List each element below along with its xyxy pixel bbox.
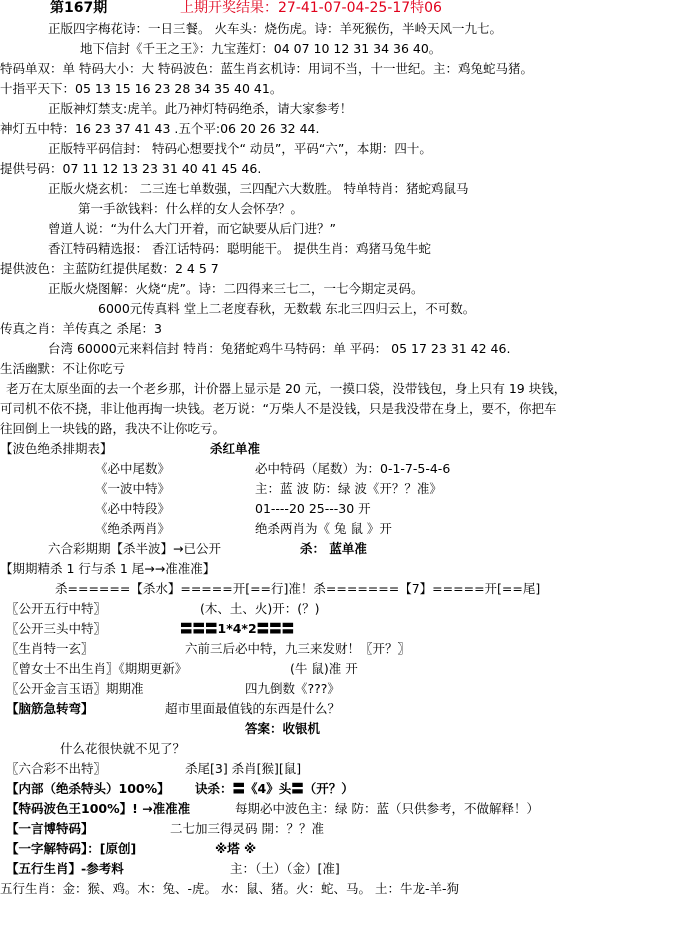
line-6: 神灯五中特：16 23 37 41 43 .五个平:06 20 26 32 44.: [0, 121, 320, 136]
line-19: 老万在太原坐面的去一个老乡那，计价器上显示是 20 元，一摸口袋，没带钱包，身上只有 19 块钱，: [6, 381, 567, 396]
item-label: 〖生肖特一玄〗: [6, 641, 94, 656]
footer-five-elements: 五行生肖：金：猴、鸡。木：兔、-虎。 水：鼠、猪。火：蛇、马。 土：牛龙-羊-狗: [0, 881, 459, 896]
line-16: 传真之肖：羊传真之 杀尾：3: [0, 321, 162, 336]
item-label: 〖公开三头中特〗: [6, 621, 107, 636]
item2-label: 【一言博特码】: [6, 821, 94, 836]
kill-red-single: 杀红单准: [210, 441, 261, 456]
item-label: 【脑筋急转弯】: [6, 701, 94, 716]
item-value: 〓〓〓1*4*2〓〓〓: [180, 621, 295, 636]
item2-label: 【特码波色王100%】! →准准准: [6, 801, 191, 816]
item-label: 〖公开五行中特〗: [6, 601, 107, 616]
kill-blue-single: 杀： 蓝单准: [300, 541, 367, 556]
item2-label: 【一字解特码】：[原创]: [6, 841, 137, 856]
item2-value: 诀杀：〓《4》头〓（开？）: [195, 781, 354, 796]
section-title: 【波色绝杀排期表】: [0, 441, 113, 456]
item2-label: 【内部（绝杀特头）100%】: [6, 781, 170, 796]
row-label: 《绝杀两肖》: [95, 521, 171, 536]
row-label: 《一波中特》: [95, 481, 171, 496]
row-value: 绝杀两肖为《 兔 鼠 》开: [255, 521, 392, 536]
line-14: 正版火烧图解：火烧“虎”。诗：二四得来三七二，一七今期定灵码。: [48, 281, 424, 296]
answer: 答案：收银机: [245, 721, 321, 736]
item-value: 六前三后必中特，九三来发财！〖开？〗: [185, 641, 411, 656]
line-17: 台湾 60000元来料信封 特肖：兔猪蛇鸡牛马特码：单 平码： 05 17 23 31 42 46.: [48, 341, 511, 356]
line-15: 6000元传真料 堂上二老度春秋，无数载 东北三四归云上，不可数。: [98, 301, 476, 316]
item2-label: 〖六合彩不出特〗: [6, 761, 107, 776]
kill-water-line: 杀======【杀水】=====开[==行]准！杀=======【7】=====开[==尾]: [55, 581, 541, 596]
line-8: 提供号码：07 11 12 13 23 31 40 41 45 46.: [0, 161, 262, 176]
line-18: 生活幽默：不让你吃亏: [0, 361, 126, 376]
riddle: 什么花很快就不见了？: [60, 741, 186, 756]
half-wave-line: 六合彩期期【杀半波】→已公开: [48, 541, 221, 556]
item-label: 〖曾女士不出生肖〗《期期更新》: [6, 661, 188, 676]
item2-value: 二七加三得灵码 開：？？准: [170, 821, 324, 836]
item-value: 四九倒数《???》: [245, 681, 340, 696]
line-12: 香江特码精选报： 香江话特码：聪明能干。 提供生肖：鸡猪马兔牛蛇: [48, 241, 431, 256]
item-value: (牛 鼠)准 开: [290, 661, 358, 676]
item-value: 超市里面最值钱的东西是什么？: [165, 701, 341, 716]
line-3: 特码单双：单 特码大小：大 特码波色：蓝生肖玄机诗：用词不当，十一世纪。主：鸡兔蛇马猪。: [0, 61, 533, 76]
line-2: 地下信封《千王之王》：九宝莲灯：04 07 10 12 31 34 36 40。: [80, 41, 442, 56]
item-value: (木、土、火)开：(？): [200, 601, 320, 616]
item2-value: 杀尾[3] 杀肖[猴][鼠]: [185, 761, 302, 776]
row-value: 01----20 25---30 开: [255, 501, 371, 516]
line-10: 第一手欲钱料：什么样的女人会怀孕？。: [78, 201, 304, 216]
last-result: 上期开奖结果：27-41-07-04-25-17特06: [180, 0, 442, 16]
item2-value: ※塔 ※: [215, 841, 257, 856]
item-label: 〖公开金言玉语〗期期准: [6, 681, 144, 696]
line-9: 正版火烧玄机： 二三连七单数强，三四配六大数胜。 特单特肖：猪蛇鸡鼠马: [48, 181, 469, 196]
item2-value: 每期必中波色主：绿 防：蓝（只供参考，不做解释！）: [235, 801, 539, 816]
row-label: 《必中特段》: [95, 501, 171, 516]
line-1: 正版四字梅花诗：一日三餐。 火车头：烧伤虎。诗：羊死猴伤，半岭天风一九七。: [48, 21, 502, 36]
kill-row-line: 【期期精杀 1 行与杀 1 尾→→准准准】: [0, 561, 216, 576]
issue-number: 第167期: [50, 0, 108, 16]
item2-label: 【五行生肖】-参考料: [6, 861, 124, 876]
row-value: 必中特码（尾数）为：0-1-7-5-4-6: [255, 461, 451, 476]
line-20: 可司机不依不挠，非让他再掏一块钱。老万说：“万柴人不是没钱，只是我没带在身上，要不，你把车: [0, 401, 557, 416]
line-4: 十指平天下：05 13 15 16 23 28 34 35 40 41。: [0, 81, 283, 96]
line-5: 正版神灯禁支:虎羊。此乃神灯特码绝杀，请大家参考！: [48, 101, 353, 116]
line-7: 正版特平码信封： 特码心想要找个“ 动员”，平码“六”，本期：四十。: [48, 141, 432, 156]
item2-value: 主：（土）（金）[准]: [230, 861, 340, 876]
line-11: 曾道人说：“为什么大门开着，而它缺要从后门进？”: [48, 221, 336, 236]
row-label: 《必中尾数》: [95, 461, 171, 476]
row-value: 主：蓝 波 防：绿 波《开？？准》: [255, 481, 442, 496]
line-21: 往回倒上一块钱的路，我决不让你吃亏。: [0, 421, 226, 436]
line-13: 提供波色：主蓝防红提供尾数：2 4 5 7: [0, 261, 219, 276]
